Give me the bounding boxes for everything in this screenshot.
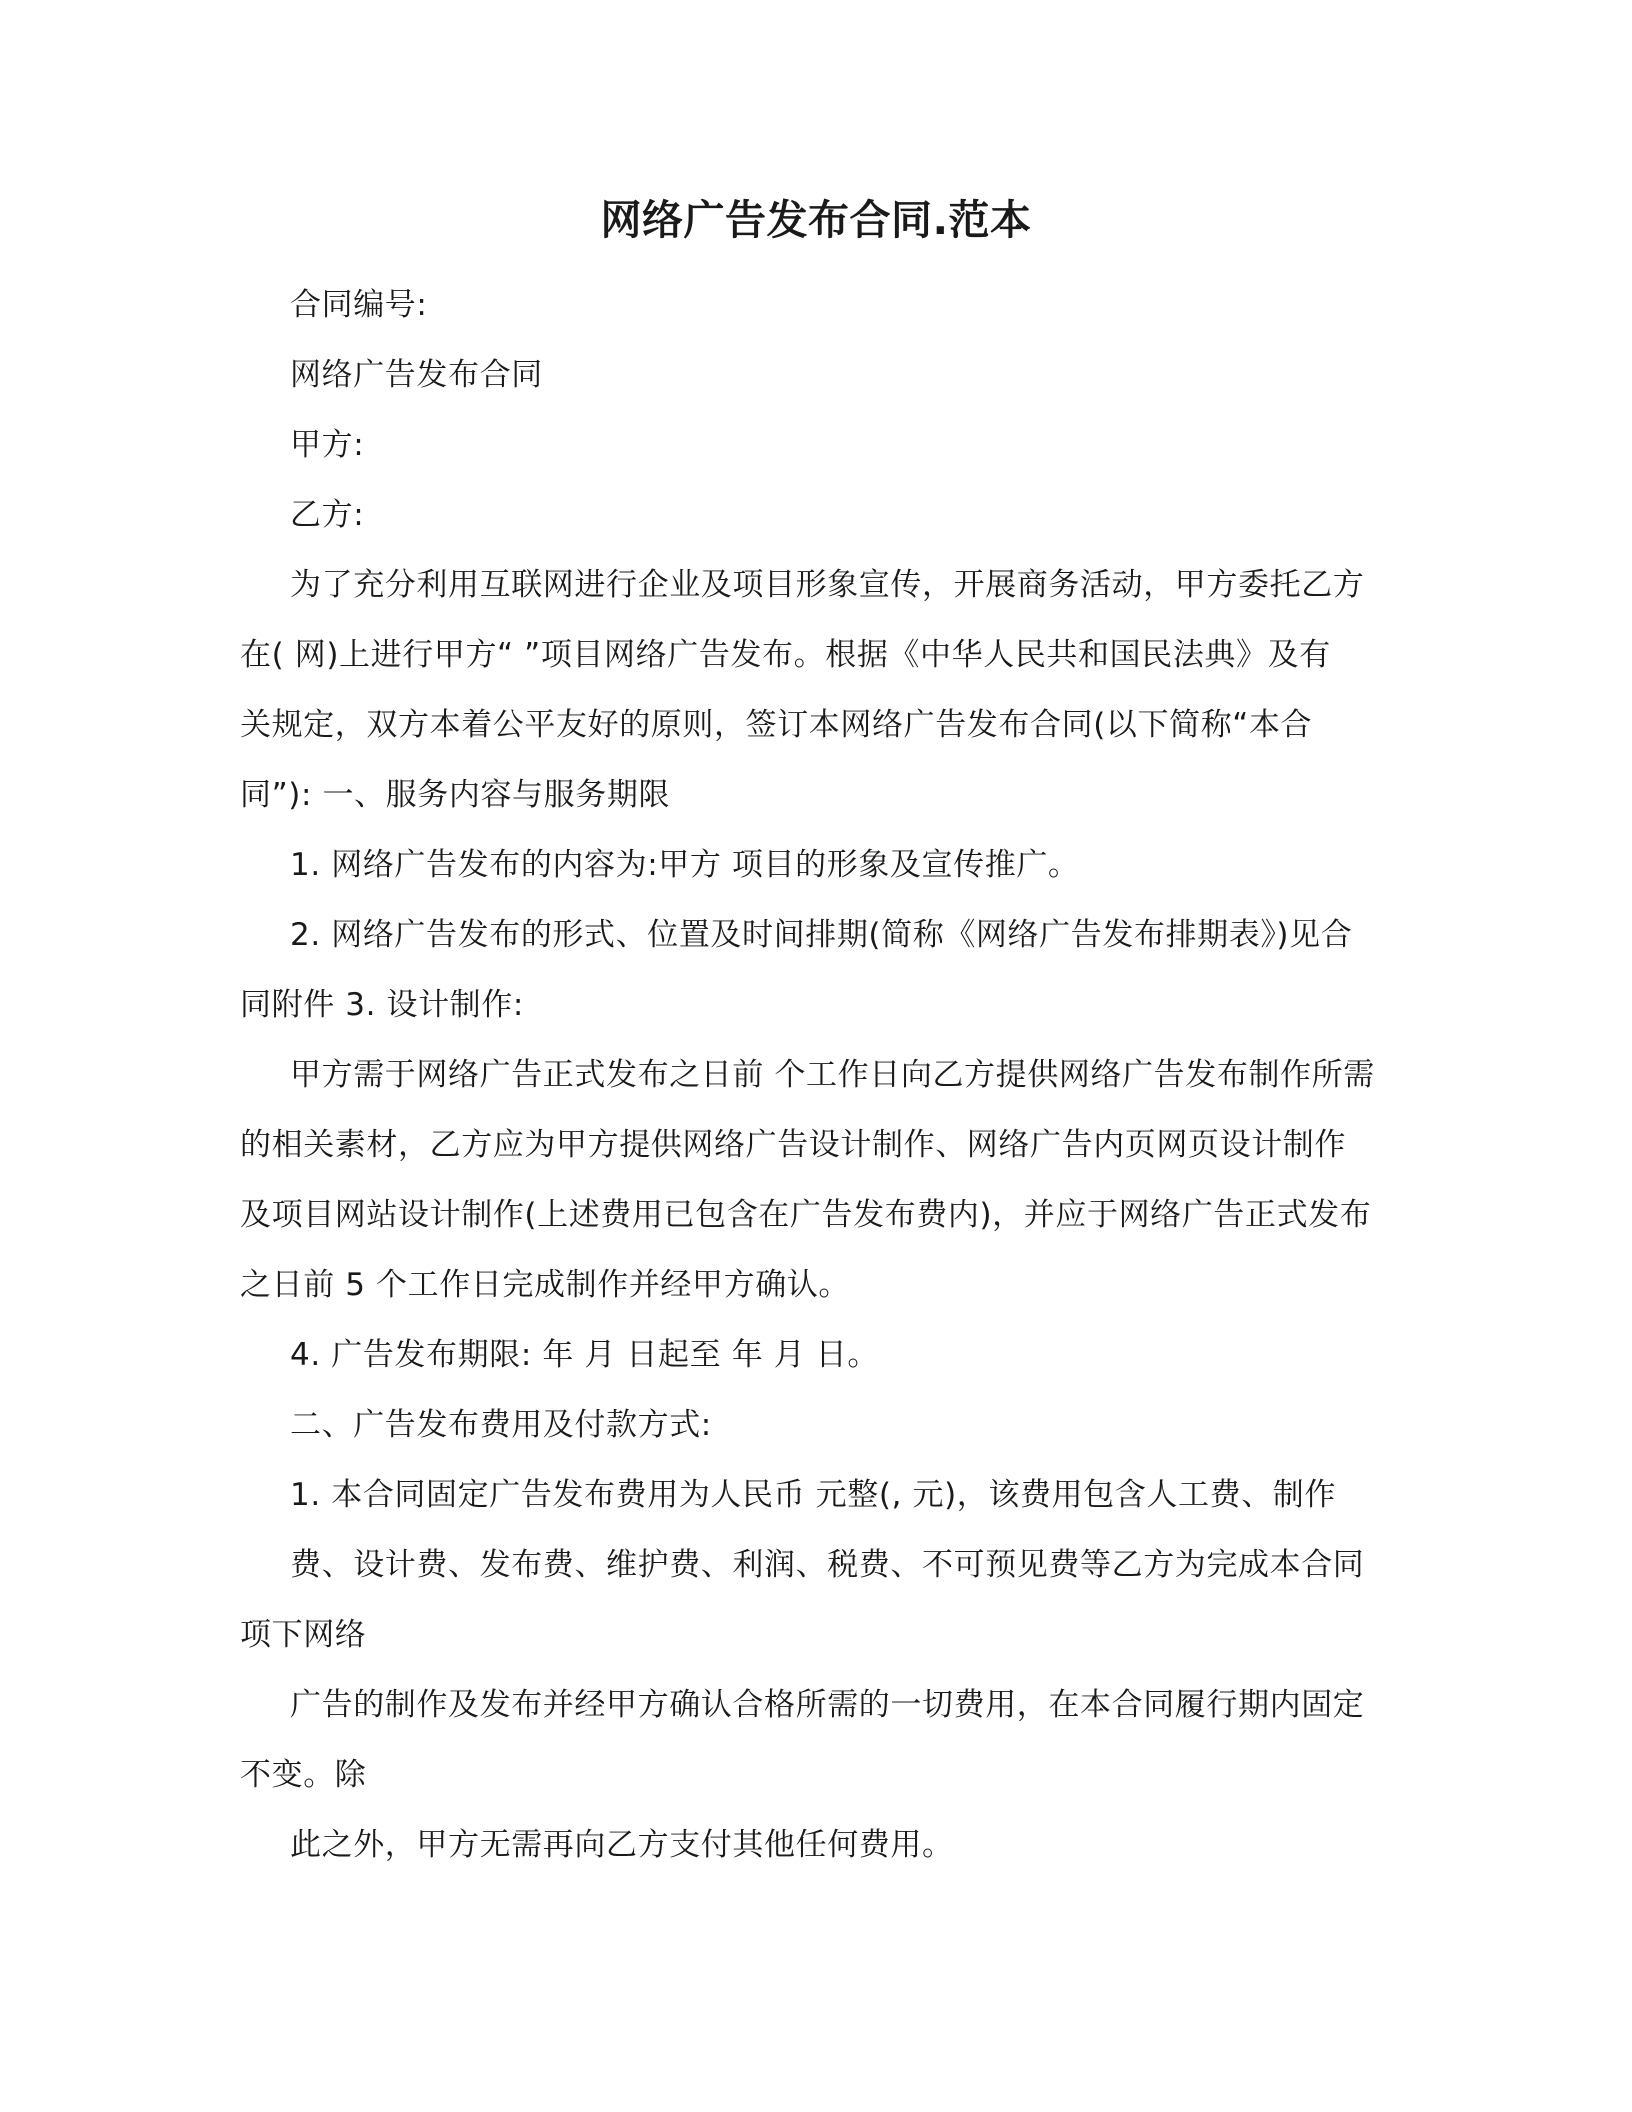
clause-line: 4. 广告发布期限: 年 月 日起至 年 月 日。 <box>290 1337 879 1373</box>
party-a-line: 甲方: <box>290 427 365 463</box>
clause-line: 同附件 3. 设计制作: <box>240 987 524 1023</box>
clause-line: 及项目网站设计制作(上述费用已包含在广告发布费内)，并应于网络广告正式发布 <box>240 1197 1372 1233</box>
preamble-line: 关规定，双方本着公平友好的原则，签订本网络广告发布合同(以下简称“本合 <box>240 707 1313 743</box>
section-heading: 二、广告发布费用及付款方式: <box>290 1407 712 1443</box>
contract-name-line: 网络广告发布合同 <box>290 357 543 393</box>
clause-line: 项下网络 <box>240 1617 367 1653</box>
clause-line: 此之外，甲方无需再向乙方支付其他任何费用。 <box>290 1827 954 1863</box>
contract-number-line: 合同编号: <box>290 287 428 323</box>
document-body <box>240 270 1400 1880</box>
clause-line: 费、设计费、发布费、维护费、利润、税费、不可预见费等乙方为完成本合同 <box>290 1547 1365 1583</box>
clause-line: 的相关素材，乙方应为甲方提供网络广告设计制作、网络广告内页网页设计制作 <box>240 1127 1346 1163</box>
preamble-line: 在( 网)上进行甲方“ ”项目网络广告发布。根据《中华人民共和国民法典》及有 <box>240 637 1331 673</box>
clause-line: 2. 网络广告发布的形式、位置及时间排期(简称《网络广告发布排期表》)见合 <box>290 917 1353 953</box>
clause-line: 广告的制作及发布并经甲方确认合格所需的一切费用，在本合同履行期内固定 <box>290 1687 1365 1723</box>
document-title: 网络广告发布合同.范本 <box>600 196 1032 244</box>
clause-line: 1. 网络广告发布的内容为:甲方 项目的形象及宣传推广。 <box>290 847 1080 883</box>
clause-line: 1. 本合同固定广告发布费用为人民币 元整(, 元)，该费用包含人工费、制作 <box>290 1477 1336 1513</box>
preamble-line: 为了充分利用互联网进行企业及项目形象宣传，开展商务活动，甲方委托乙方 <box>290 567 1365 603</box>
party-b-line: 乙方: <box>290 497 365 533</box>
clause-line: 之日前 5 个工作日完成制作并经甲方确认。 <box>240 1267 851 1303</box>
clause-line: 不变。除 <box>240 1757 367 1793</box>
clause-line: 甲方需于网络广告正式发布之日前 个工作日向乙方提供网络广告发布制作所需 <box>290 1057 1375 1093</box>
preamble-line: 同”): 一、服务内容与服务期限 <box>240 777 671 813</box>
